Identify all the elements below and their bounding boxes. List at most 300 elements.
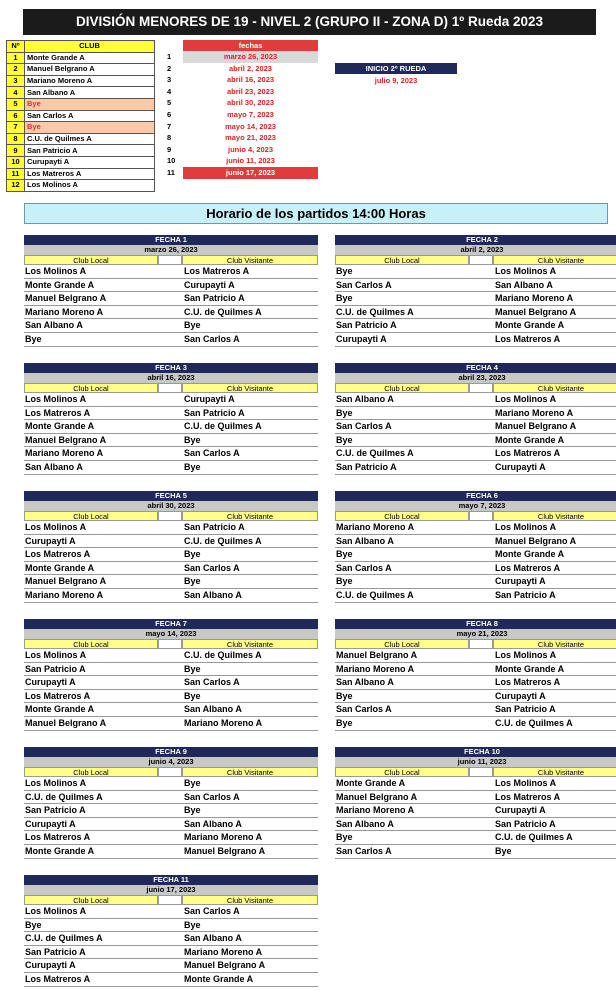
club-name: Bye: [25, 98, 155, 110]
fecha-date: mayo 14, 2023: [225, 121, 276, 131]
club-visitante-header: Club Visitante: [493, 255, 616, 265]
away-team: C.U. de Quilmes A: [184, 650, 262, 660]
home-team: Mariano Moreno A: [25, 448, 104, 459]
home-team: San Albano A: [336, 677, 394, 688]
match-row: [335, 279, 616, 293]
match-row: [24, 562, 318, 576]
home-team: San Albano A: [336, 535, 394, 546]
fecha-number: 6: [167, 109, 172, 119]
match-row: [24, 292, 318, 306]
club-name: Manuel Belgrano A: [25, 64, 155, 76]
away-team: Curupayti A: [495, 690, 546, 701]
home-team: San Patricio A: [25, 805, 86, 816]
header-gap: [158, 511, 182, 521]
fecha-number: 7: [167, 121, 172, 131]
header-gap: [469, 383, 493, 393]
match-row: [24, 777, 318, 791]
home-team: C.U. de Quilmes A: [25, 933, 103, 944]
away-team: Bye: [184, 576, 201, 587]
fecha-row: [165, 86, 320, 98]
match-row: [24, 663, 318, 677]
club-row: [7, 87, 155, 99]
away-team: Mariano Moreno A: [184, 717, 263, 728]
away-team: San Albano A: [184, 704, 242, 715]
inicio-segunda-rueda-date: julio 9, 2023: [374, 76, 418, 85]
club-row: [7, 98, 155, 110]
fixture-column-headers: [24, 511, 318, 521]
away-team: Bye: [495, 845, 512, 856]
away-team: Los Matreros A: [495, 791, 561, 802]
fixture-date: abril 23, 2023: [335, 373, 616, 383]
fixture-column-headers: [335, 255, 616, 265]
fecha-date: abril 23, 2023: [226, 86, 275, 96]
fixture-block: [24, 363, 318, 475]
home-team: Los Matreros A: [25, 973, 91, 984]
fecha-row: [165, 121, 320, 133]
away-team: San Patricio A: [495, 704, 556, 715]
fixture-block: [24, 875, 318, 987]
match-row: [24, 575, 318, 589]
match-row: [335, 818, 616, 832]
away-team: San Patricio A: [495, 818, 556, 829]
club-local-header: Club Local: [24, 255, 158, 265]
away-team: Los Matreros A: [495, 677, 561, 688]
match-row: [24, 461, 318, 475]
home-team: Bye: [336, 832, 353, 843]
match-row: [24, 905, 318, 919]
match-row: [335, 831, 616, 845]
home-team: San Patricio A: [336, 461, 397, 472]
away-team: Los Molinos A: [495, 266, 557, 276]
fixture-block: [24, 491, 318, 603]
fixture-column-headers: [24, 639, 318, 649]
away-team: C.U. de Quilmes A: [495, 832, 573, 843]
match-row: [335, 845, 616, 859]
home-team: Los Molinos A: [25, 778, 87, 788]
club-name: San Carlos A: [25, 110, 155, 122]
home-team: C.U. de Quilmes A: [336, 589, 414, 600]
match-row: [335, 548, 616, 562]
home-team: Mariano Moreno A: [25, 589, 104, 600]
match-row: [335, 663, 616, 677]
match-row: [335, 804, 616, 818]
home-team: Monte Grande A: [336, 778, 406, 788]
inicio-segunda-rueda-label: INICIO 2º RUEDA: [335, 63, 457, 74]
club-visitante-header: Club Visitante: [182, 255, 318, 265]
match-row: [24, 703, 318, 717]
match-row: [24, 535, 318, 549]
club-number: 6: [7, 110, 25, 122]
match-row: [335, 319, 616, 333]
match-row: [335, 575, 616, 589]
match-row: [335, 333, 616, 347]
home-team: Curupayti A: [25, 677, 76, 688]
home-team: Monte Grande A: [25, 562, 95, 573]
header-gap: [158, 767, 182, 777]
club-row: [7, 52, 155, 64]
match-row: [24, 845, 318, 859]
horario-banner: Horario de los partidos 14:00 Horas: [24, 203, 608, 224]
fixture-column-headers: [24, 255, 318, 265]
fecha-date: mayo 21, 2023: [225, 133, 276, 143]
away-team: Los Molinos A: [495, 394, 557, 404]
fecha-number: 1: [167, 52, 172, 61]
fecha-date: junio 17, 2023: [183, 167, 318, 179]
match-row: [24, 717, 318, 731]
home-team: Los Molinos A: [25, 266, 87, 276]
away-team: San Carlos A: [184, 333, 240, 344]
fecha-number: 8: [167, 133, 172, 143]
home-team: Mariano Moreno A: [336, 663, 415, 674]
fixture-title: FECHA 9: [24, 747, 318, 757]
home-team: Los Matreros A: [25, 549, 91, 560]
match-row: [335, 791, 616, 805]
away-team: Mariano Moreno A: [495, 407, 574, 418]
away-team: Los Matreros A: [495, 562, 561, 573]
away-team: Bye: [184, 320, 201, 331]
fixture-column-headers: [24, 895, 318, 905]
club-name: Curupayti A: [25, 156, 155, 168]
club-name: San Albano A: [25, 87, 155, 99]
club-row: [7, 180, 155, 192]
fecha-date: abril 2, 2023: [229, 63, 272, 73]
match-row: [335, 420, 616, 434]
club-number: 7: [7, 122, 25, 134]
away-team: Manuel Belgrano A: [495, 535, 577, 546]
home-team: Los Matreros A: [25, 690, 91, 701]
fecha-number: 5: [167, 98, 172, 108]
away-team: Curupayti A: [495, 805, 546, 816]
fixture-title: FECHA 6: [335, 491, 616, 501]
home-team: Manuel Belgrano A: [336, 650, 418, 660]
home-team: Mariano Moreno A: [336, 522, 415, 532]
away-team: Los Molinos A: [495, 650, 557, 660]
fecha-number: 3: [167, 75, 172, 85]
away-team: San Albano A: [184, 933, 242, 944]
clubs-table: [6, 40, 155, 192]
match-row: [335, 434, 616, 448]
match-row: [24, 791, 318, 805]
away-team: San Albano A: [184, 818, 242, 829]
match-row: [335, 292, 616, 306]
club-row: [7, 145, 155, 157]
fixture-date: abril 16, 2023: [24, 373, 318, 383]
away-team: Bye: [184, 461, 201, 472]
club-visitante-header: Club Visitante: [182, 639, 318, 649]
home-team: Los Matreros A: [25, 407, 91, 418]
club-number: 10: [7, 156, 25, 168]
away-team: Bye: [184, 919, 201, 930]
fixture-title: FECHA 7: [24, 619, 318, 629]
away-team: Bye: [184, 549, 201, 560]
away-team: San Patricio A: [184, 522, 245, 532]
club-name: Bye: [25, 122, 155, 134]
home-team: San Carlos A: [336, 704, 392, 715]
away-team: San Patricio A: [495, 589, 556, 600]
fixture-column-headers: [24, 383, 318, 393]
fixture-block: [335, 491, 616, 603]
fecha-row: [165, 63, 320, 75]
away-team: Manuel Belgrano A: [184, 960, 266, 971]
away-team: San Albano A: [495, 279, 553, 290]
fecha-row: [165, 74, 320, 86]
club-local-header: Club Local: [335, 511, 469, 521]
match-row: [24, 279, 318, 293]
away-team: Monte Grande A: [495, 434, 565, 445]
home-team: Bye: [336, 576, 353, 587]
match-row: [335, 461, 616, 475]
club-visitante-header: Club Visitante: [493, 383, 616, 393]
away-team: Curupayti A: [184, 279, 235, 290]
match-row: [24, 690, 318, 704]
page-title: DIVISIÓN MENORES DE 19 - NIVEL 2 (GRUPO II - ZONA D) 1º Rueda 2023: [23, 9, 596, 35]
club-local-header: Club Local: [24, 895, 158, 905]
club-local-header: Club Local: [24, 639, 158, 649]
away-team: Manuel Belgrano A: [495, 421, 577, 432]
home-team: Los Molinos A: [25, 394, 87, 404]
home-team: San Carlos A: [336, 279, 392, 290]
match-row: [24, 919, 318, 933]
club-visitante-header: Club Visitante: [493, 767, 616, 777]
fecha-date: junio 4, 2023: [227, 144, 274, 154]
away-team: Bye: [184, 434, 201, 445]
match-row: [24, 676, 318, 690]
club-number: 3: [7, 75, 25, 87]
match-row: [24, 818, 318, 832]
match-row: [335, 649, 616, 663]
fecha-row: [165, 132, 320, 144]
fixture-block: [24, 619, 318, 731]
match-row: [24, 831, 318, 845]
home-team: Manuel Belgrano A: [336, 791, 418, 802]
fixture-title: FECHA 8: [335, 619, 616, 629]
home-team: Bye: [336, 293, 353, 304]
away-team: Bye: [184, 778, 201, 788]
home-team: Manuel Belgrano A: [25, 576, 107, 587]
home-team: Bye: [25, 919, 42, 930]
fixture-column-headers: [335, 639, 616, 649]
fixture-date: mayo 21, 2023: [335, 629, 616, 639]
fixture-date: junio 4, 2023: [24, 757, 318, 767]
fixture-block: [24, 235, 318, 347]
fecha-row: [165, 109, 320, 121]
home-team: Curupayti A: [25, 535, 76, 546]
num-header: Nº: [7, 41, 25, 53]
fixture-title: FECHA 4: [335, 363, 616, 373]
club-name: Los Matreros A: [25, 168, 155, 180]
match-row: [335, 447, 616, 461]
club-number: 9: [7, 145, 25, 157]
club-local-header: Club Local: [335, 639, 469, 649]
match-row: [24, 946, 318, 960]
fixture-date: abril 30, 2023: [24, 501, 318, 511]
home-team: Los Molinos A: [25, 906, 87, 916]
header-gap: [469, 639, 493, 649]
match-row: [24, 333, 318, 347]
home-team: Curupayti A: [336, 333, 387, 344]
fixture-column-headers: [335, 383, 616, 393]
away-team: Curupayti A: [495, 576, 546, 587]
club-local-header: Club Local: [24, 511, 158, 521]
away-team: San Carlos A: [184, 677, 240, 688]
away-team: San Patricio A: [184, 407, 245, 418]
match-row: [335, 562, 616, 576]
club-visitante-header: Club Visitante: [182, 767, 318, 777]
away-team: Bye: [184, 690, 201, 701]
away-team: C.U. de Quilmes A: [184, 421, 262, 432]
fixture-date: junio 17, 2023: [24, 885, 318, 895]
match-row: [24, 521, 318, 535]
away-team: San Carlos A: [184, 791, 240, 802]
match-row: [24, 959, 318, 973]
match-row: [24, 973, 318, 987]
home-team: San Albano A: [25, 461, 83, 472]
club-number: 5: [7, 98, 25, 110]
fixture-block: [335, 747, 616, 859]
club-row: [7, 133, 155, 145]
away-team: C.U. de Quilmes A: [184, 306, 262, 317]
fecha-date: mayo 7, 2023: [227, 109, 274, 119]
match-row: [335, 717, 616, 731]
home-team: San Patricio A: [25, 663, 86, 674]
club-header: CLUB: [25, 41, 155, 53]
away-team: Monte Grande A: [495, 320, 565, 331]
home-team: San Carlos A: [336, 845, 392, 856]
fixture-date: junio 11, 2023: [335, 757, 616, 767]
fecha-row: [165, 97, 320, 109]
home-team: Monte Grande A: [25, 845, 95, 856]
away-team: Curupayti A: [184, 394, 235, 404]
home-team: C.U. de Quilmes A: [336, 306, 414, 317]
home-team: Monte Grande A: [25, 279, 95, 290]
fixture-date: abril 2, 2023: [335, 245, 616, 255]
match-row: [335, 393, 616, 407]
away-team: Bye: [184, 663, 201, 674]
away-team: San Carlos A: [184, 906, 240, 916]
fixture-block: [335, 235, 616, 347]
club-row: [7, 122, 155, 134]
match-row: [335, 777, 616, 791]
header-gap: [469, 511, 493, 521]
fecha-number: 4: [167, 86, 172, 96]
home-team: San Carlos A: [336, 421, 392, 432]
home-team: Mariano Moreno A: [25, 306, 104, 317]
home-team: San Patricio A: [25, 946, 86, 957]
fecha-row: [165, 155, 320, 167]
home-team: San Patricio A: [336, 320, 397, 331]
away-team: Mariano Moreno A: [495, 293, 574, 304]
away-team: San Carlos A: [184, 562, 240, 573]
home-team: Los Molinos A: [25, 650, 87, 660]
home-team: C.U. de Quilmes A: [336, 448, 414, 459]
home-team: Bye: [336, 266, 353, 276]
club-number: 11: [7, 168, 25, 180]
club-number: 12: [7, 180, 25, 192]
home-team: Curupayti A: [25, 818, 76, 829]
away-team: C.U. de Quilmes A: [184, 535, 262, 546]
match-row: [24, 393, 318, 407]
fixture-column-headers: [335, 767, 616, 777]
home-team: Manuel Belgrano A: [25, 434, 107, 445]
club-number: 8: [7, 133, 25, 145]
home-team: San Albano A: [336, 818, 394, 829]
home-team: Manuel Belgrano A: [25, 717, 107, 728]
away-team: Los Matreros A: [495, 333, 561, 344]
match-row: [335, 703, 616, 717]
club-visitante-header: Club Visitante: [182, 895, 318, 905]
club-row: [7, 75, 155, 87]
match-row: [24, 447, 318, 461]
fecha-date: abril 30, 2023: [226, 98, 275, 108]
club-local-header: Club Local: [335, 255, 469, 265]
club-local-header: Club Local: [335, 767, 469, 777]
home-team: Manuel Belgrano A: [25, 293, 107, 304]
home-team: Los Molinos A: [25, 522, 87, 532]
club-local-header: Club Local: [24, 383, 158, 393]
header-gap: [158, 383, 182, 393]
fecha-number: 11: [167, 167, 175, 177]
fechas-list: [165, 40, 320, 179]
away-team: Los Molinos A: [495, 522, 557, 532]
club-visitante-header: Club Visitante: [493, 511, 616, 521]
home-team: Bye: [336, 717, 353, 728]
match-row: [335, 589, 616, 603]
home-team: San Carlos A: [336, 562, 392, 573]
away-team: Los Molinos A: [495, 778, 557, 788]
club-local-header: Club Local: [24, 767, 158, 777]
club-name: Monte Grande A: [25, 52, 155, 64]
fecha-date: junio 11, 2023: [226, 156, 275, 166]
away-team: Monte Grande A: [184, 973, 254, 984]
club-name: Los Molinos A: [25, 180, 155, 192]
fixture-block: [24, 747, 318, 859]
match-row: [24, 265, 318, 279]
fechas-header: fechas: [183, 40, 318, 51]
match-row: [335, 690, 616, 704]
away-team: C.U. de Quilmes A: [495, 717, 573, 728]
club-row: [7, 168, 155, 180]
home-team: Bye: [336, 407, 353, 418]
fecha-number: 2: [167, 63, 172, 73]
match-row: [24, 407, 318, 421]
away-team: Los Matreros A: [495, 448, 561, 459]
away-team: Los Matreros A: [184, 266, 250, 276]
club-number: 2: [7, 64, 25, 76]
away-team: Mariano Moreno A: [184, 946, 263, 957]
fixture-date: marzo 26, 2023: [24, 245, 318, 255]
fixture-title: FECHA 11: [24, 875, 318, 885]
fecha-row: [165, 51, 320, 63]
match-row: [335, 407, 616, 421]
fecha-row: [165, 167, 320, 179]
fecha-number: 10: [167, 156, 176, 166]
away-team: Monte Grande A: [495, 549, 565, 560]
away-team: Bye: [184, 805, 201, 816]
fecha-number: 9: [167, 144, 172, 154]
match-row: [24, 932, 318, 946]
club-row: [7, 64, 155, 76]
home-team: Bye: [25, 333, 42, 344]
home-team: San Albano A: [336, 394, 394, 404]
away-team: Monte Grande A: [495, 663, 565, 674]
match-row: [24, 420, 318, 434]
match-row: [24, 589, 318, 603]
fecha-date: marzo 26, 2023: [183, 51, 318, 63]
match-row: [335, 265, 616, 279]
match-row: [335, 535, 616, 549]
match-row: [24, 804, 318, 818]
match-row: [24, 548, 318, 562]
